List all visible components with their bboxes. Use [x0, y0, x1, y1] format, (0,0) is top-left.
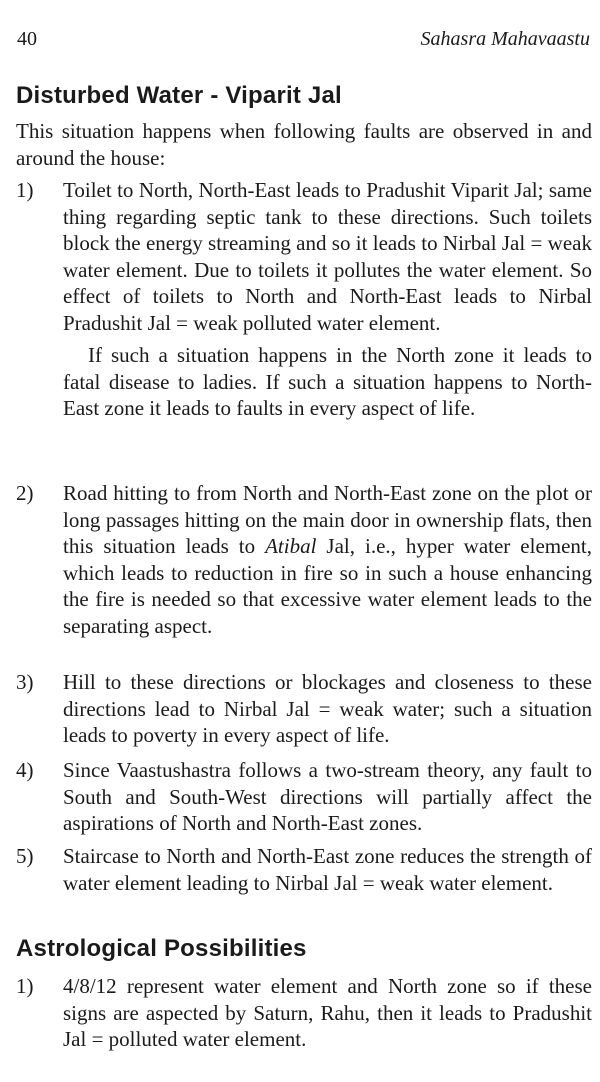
list-item-2	[16, 480, 592, 639]
list-item-text: 4/8/12 represent water element and North zone so if these signs are aspected by Saturn, Rahu, then it leads to Pradushit Jal = polluted water element.	[63, 974, 592, 1051]
list-item-number: 2)	[16, 481, 34, 505]
list-item-3	[16, 669, 592, 749]
list-item-number: 1)	[16, 178, 34, 202]
section-heading-astrological: Astrological Possibilities	[16, 935, 307, 962]
page-number: 40	[17, 28, 37, 50]
text-segment: Jal, i.e., hyper water element, which leads to reduction in fire so in such a house enhancing the fire is needed so that excessive water element leads to the separating aspect.	[63, 534, 592, 638]
text-segment: Road hitting to from North and North-East zone on the plot or long passages hitting on the main door in ownership flats, then this situation leads to	[63, 481, 592, 558]
italic-term: Atibal	[265, 534, 317, 558]
list-item-5	[16, 843, 592, 896]
section-heading-disturbed-water: Disturbed Water - Viparit Jal	[16, 82, 342, 109]
list-item-subparagraph: If such a situation happens in the North zone it leads to fatal disease to ladies. If such a situation happens to North-East zone it leads to faults in every aspect of life.	[63, 343, 592, 420]
list-item-number: 5)	[16, 844, 34, 868]
list-item-number: 4)	[16, 758, 34, 782]
running-title: Sahasra Mahavaastu	[420, 28, 590, 50]
list-item-text: Staircase to North and North-East zone reduces the strength of water element leading to Nirbal Jal = weak water element.	[63, 844, 592, 895]
list-item-number: 1)	[16, 974, 34, 998]
list-item-text: Toilet to North, North-East leads to Pradushit Viparit Jal; same thing regarding septic tank to these directions. Such toilets block the energy streaming and so it leads to Nirbal Jal = weak water element. Due to toilets it pollutes the water element. So effect of toilets to North and North-East leads to Nirbal Pradushit Jal = weak polluted water element.	[63, 178, 592, 335]
list-item-text	[63, 480, 592, 639]
list-item-text: Hill to these directions or blockages and closeness to these directions lead to Nirbal Jal = weak water; such a situation leads to poverty in every aspect of life.	[63, 670, 592, 747]
list-item-4	[16, 757, 592, 837]
intro-paragraph: This situation happens when following faults are observed in and around the house:	[16, 119, 592, 170]
list-item-text: Since Vaastushastra follows a two-stream theory, any fault to South and South-West directions will partially affect the aspirations of North and North-East zones.	[63, 758, 592, 835]
page-header	[17, 28, 590, 54]
astro-list-item-1	[16, 973, 592, 1053]
list-item-1	[16, 177, 592, 422]
list-item-number: 3)	[16, 670, 34, 694]
